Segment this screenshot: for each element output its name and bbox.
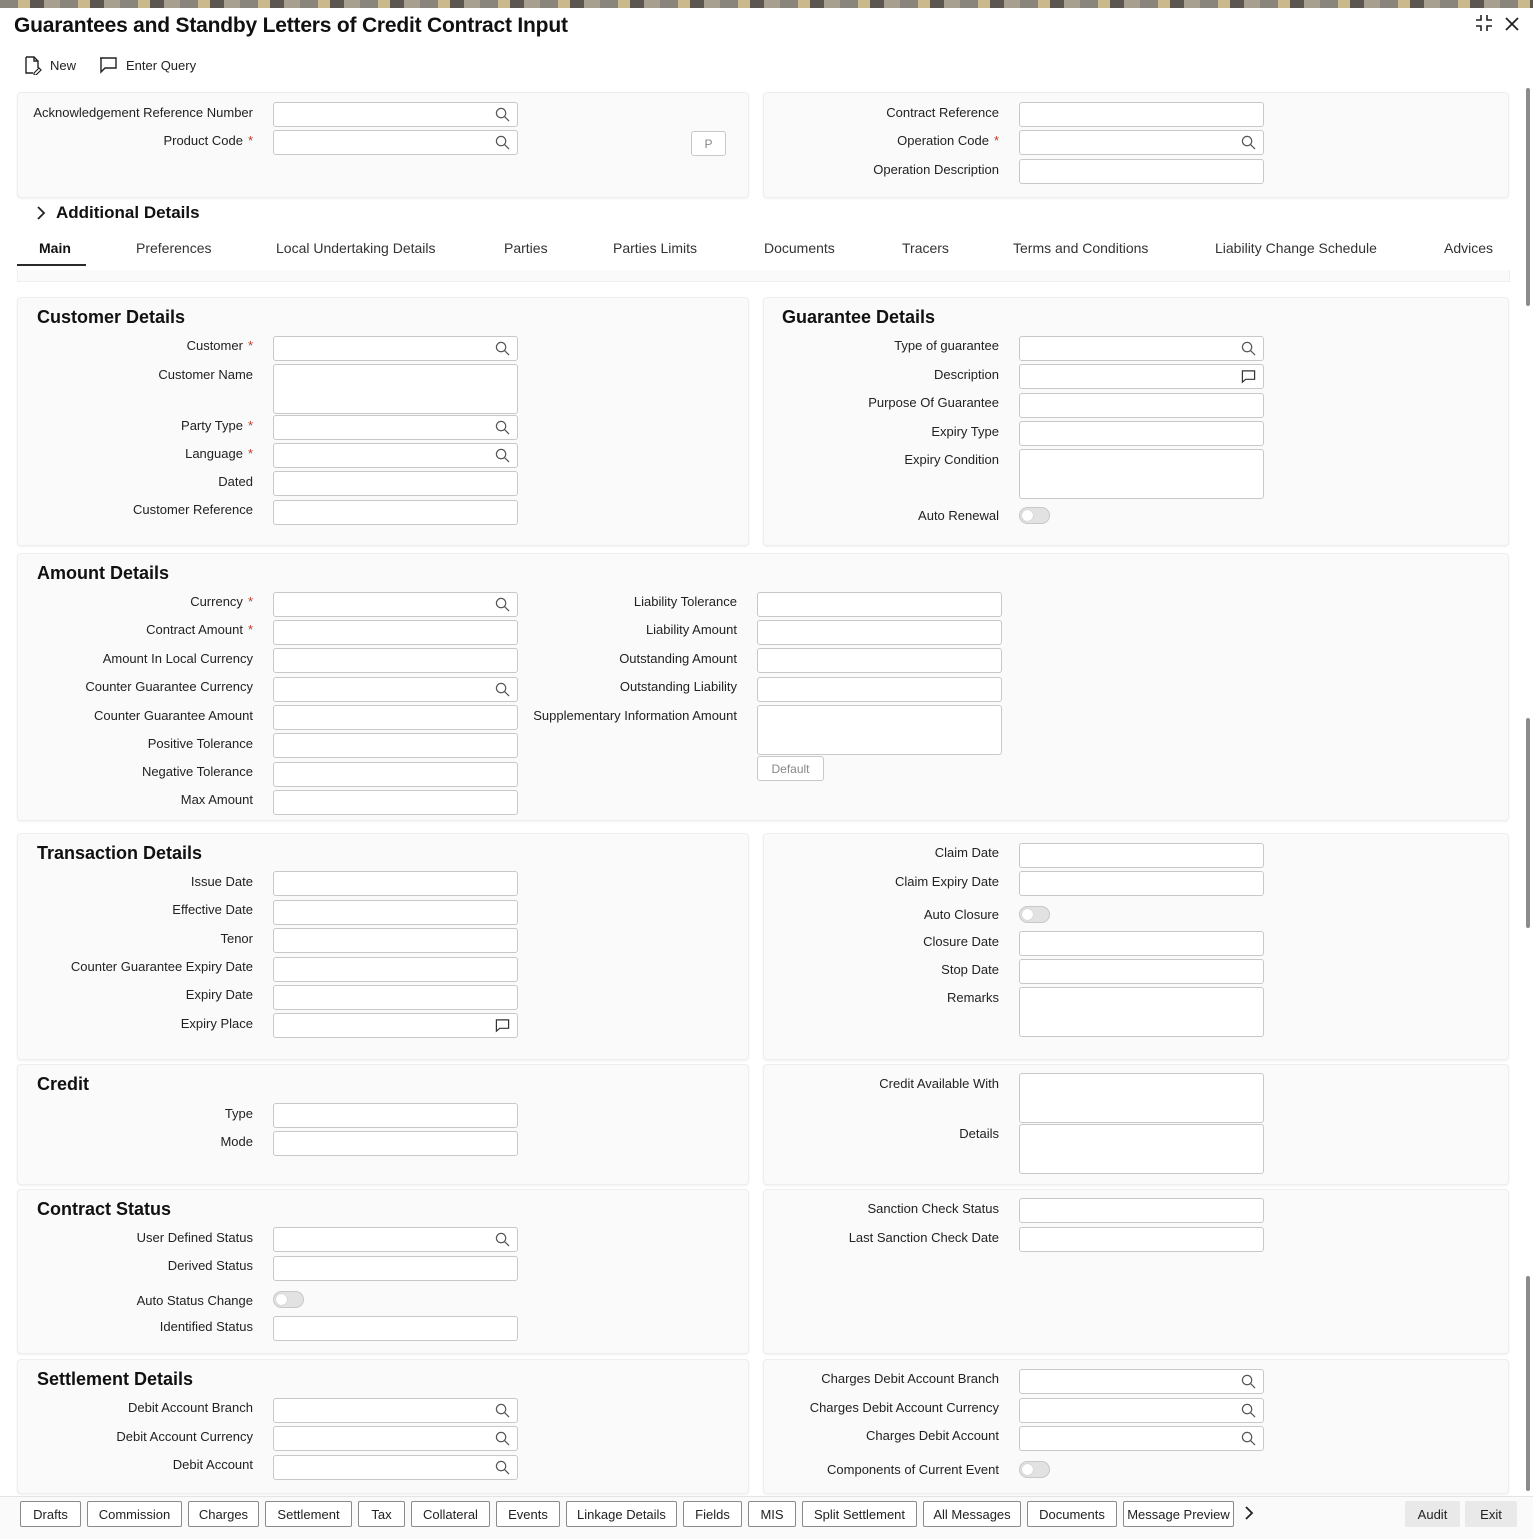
tab-parties[interactable]: Parties [504, 240, 548, 256]
contract-reference-input[interactable] [1019, 102, 1264, 127]
new-label: New [50, 57, 77, 73]
tab-advices[interactable]: Advices [1444, 240, 1494, 256]
charges-debit-account-input[interactable] [1019, 1426, 1264, 1451]
liability-tolerance-input[interactable] [757, 592, 1002, 617]
auto-status-change-label: Auto Status Change [136, 1293, 253, 1308]
positive-tolerance-label: Positive Tolerance [147, 736, 253, 751]
additional-details-label: Additional Details [56, 203, 200, 222]
search-icon[interactable] [495, 135, 510, 150]
ack-ref-label: Acknowledgement Reference Number [33, 105, 253, 120]
search-icon[interactable] [495, 597, 510, 612]
language-label: Language * [185, 446, 253, 461]
customer-name-label: Customer Name [158, 367, 253, 382]
settlement-details-title: Settlement Details [37, 1369, 194, 1389]
expiry-date-input[interactable] [273, 985, 518, 1010]
search-icon[interactable] [495, 1431, 510, 1446]
liability-amount-label: Liability Amount [645, 622, 737, 637]
mis-button[interactable]: MIS [748, 1501, 796, 1527]
chevron-right-icon [36, 206, 46, 220]
expiry-place-input[interactable] [273, 1013, 518, 1038]
new-document-icon [22, 55, 42, 75]
expiry-type-input[interactable] [1019, 421, 1264, 446]
closure-date-input[interactable] [1019, 931, 1264, 956]
description-input[interactable] [1019, 364, 1264, 389]
debit-account-branch-label: Debit Account Branch [127, 1400, 253, 1415]
outstanding-amount-input[interactable] [757, 648, 1002, 673]
credit-type-input[interactable] [273, 1103, 518, 1128]
minimize-icon[interactable] [1475, 14, 1493, 35]
guarantee-details-title: Guarantee Details [782, 307, 936, 327]
auto-closure-toggle[interactable] [1019, 906, 1050, 923]
credit-details-input[interactable] [1019, 1124, 1264, 1174]
tab-terms-and-conditions[interactable]: Terms and Conditions [1013, 240, 1149, 256]
expiry-condition-input[interactable] [1019, 449, 1264, 499]
search-icon[interactable] [1241, 1403, 1256, 1418]
drafts-button[interactable]: Drafts [20, 1501, 81, 1527]
expiry-type-label: Expiry Type [931, 424, 999, 439]
collateral-button[interactable]: Collateral [411, 1501, 490, 1527]
identified-status-label: Identified Status [159, 1319, 253, 1334]
customer-name-input[interactable] [273, 364, 518, 414]
operation-code-label: Operation Code * [897, 133, 999, 148]
tab-tracers[interactable]: Tracers [902, 240, 949, 256]
claim-date-input[interactable] [1019, 843, 1264, 868]
remarks-input[interactable] [1019, 987, 1264, 1037]
fields-button[interactable]: Fields [683, 1501, 742, 1527]
search-icon[interactable] [495, 420, 510, 435]
credit-available-with-input[interactable] [1019, 1073, 1264, 1123]
debit-account-label: Debit Account [172, 1457, 253, 1472]
expiry-date-label: Expiry Date [185, 987, 253, 1002]
transaction-details-title: Transaction Details [37, 843, 203, 863]
supplementary-info-amount-input[interactable] [757, 705, 1002, 755]
search-icon[interactable] [495, 1403, 510, 1418]
linkage-details-button[interactable]: Linkage Details [566, 1501, 677, 1527]
outstanding-liability-input[interactable] [757, 677, 1002, 702]
claim-expiry-date-label: Claim Expiry Date [894, 874, 999, 889]
purpose-of-guarantee-input[interactable] [1019, 393, 1264, 418]
language-input[interactable] [273, 443, 518, 468]
product-code-input[interactable] [273, 130, 518, 155]
auto-closure-label: Auto Closure [923, 907, 999, 922]
max-amount-label: Max Amount [180, 792, 253, 807]
ack-ref-input[interactable] [273, 102, 518, 127]
stop-date-input[interactable] [1019, 959, 1264, 984]
currency-label: Currency * [190, 594, 253, 609]
contract-amount-input[interactable] [273, 620, 518, 645]
tab-documents[interactable]: Documents [764, 240, 835, 256]
user-defined-status-input[interactable] [273, 1227, 518, 1252]
search-icon[interactable] [495, 1460, 510, 1475]
negative-tolerance-input[interactable] [273, 762, 518, 787]
credit-type-label: Type [224, 1106, 253, 1121]
debit-account-currency-input[interactable] [273, 1426, 518, 1451]
outstanding-amount-label: Outstanding Amount [619, 651, 737, 666]
effective-date-label: Effective Date [172, 902, 253, 917]
cg-expiry-date-label: Counter Guarantee Expiry Date [70, 959, 253, 974]
expiry-place-label: Expiry Place [180, 1016, 253, 1031]
tax-button[interactable]: Tax [358, 1501, 405, 1527]
amount-details-title: Amount Details [37, 563, 170, 583]
credit-mode-input[interactable] [273, 1131, 518, 1156]
claim-expiry-date-input[interactable] [1019, 871, 1264, 896]
search-icon[interactable] [1241, 135, 1256, 150]
tab-main[interactable]: Main [39, 240, 71, 256]
identified-status-input[interactable] [273, 1316, 518, 1341]
credit-mode-label: Mode [220, 1134, 253, 1149]
auto-status-change-toggle[interactable] [273, 1291, 304, 1308]
audit-button[interactable]: Audit [1405, 1501, 1460, 1527]
chevron-right-icon[interactable] [1244, 1506, 1254, 1523]
dated-input[interactable] [273, 471, 518, 496]
remarks-label: Remarks [946, 990, 999, 1005]
charges-debit-account-branch-label: Charges Debit Account Branch [821, 1371, 999, 1386]
tab-preferences[interactable]: Preferences [136, 240, 212, 256]
customer-reference-input[interactable] [273, 500, 518, 525]
additional-details-toggle[interactable] [36, 203, 200, 223]
charges-button[interactable]: Charges [188, 1501, 259, 1527]
operation-description-input[interactable] [1019, 159, 1264, 184]
issue-date-label: Issue Date [190, 874, 253, 889]
scroll-thumb-bottom[interactable] [1526, 1276, 1530, 1491]
customer-label: Customer * [186, 338, 253, 353]
tenor-label: Tenor [220, 931, 253, 946]
stop-date-label: Stop Date [941, 962, 999, 977]
tab-liability-change-schedule[interactable]: Liability Change Schedule [1215, 240, 1377, 256]
debit-account-input[interactable] [273, 1455, 518, 1480]
search-icon[interactable] [1241, 341, 1256, 356]
message-preview-button[interactable]: Message Preview [1123, 1501, 1234, 1527]
party-type-input[interactable] [273, 415, 518, 440]
cg-expiry-date-input[interactable] [273, 957, 518, 982]
auto-renewal-toggle[interactable] [1019, 507, 1050, 524]
default-button[interactable]: Default [757, 756, 824, 781]
counter-guarantee-currency-label: Counter Guarantee Currency [85, 679, 253, 694]
customer-details-title: Customer Details [37, 307, 186, 327]
last-sanction-check-date-label: Last Sanction Check Date [848, 1230, 999, 1245]
operation-description-label: Operation Description [873, 162, 999, 177]
commission-button[interactable]: Commission [87, 1501, 182, 1527]
credit-title: Credit [37, 1074, 90, 1094]
amount-local-currency-label: Amount In Local Currency [102, 651, 253, 666]
search-icon[interactable] [495, 1232, 510, 1247]
last-sanction-check-date-input[interactable] [1019, 1227, 1264, 1252]
tab-local-undertaking-details[interactable]: Local Undertaking Details [276, 240, 436, 256]
liability-amount-input[interactable] [757, 620, 1002, 645]
product-code-label: Product Code * [163, 133, 253, 148]
auto-renewal-label: Auto Renewal [918, 508, 999, 523]
effective-date-input[interactable] [273, 900, 518, 925]
window-title: Guarantees and Standby Letters of Credit Contract Input [14, 14, 568, 37]
window-controls [1475, 14, 1519, 35]
all-messages-button[interactable]: All Messages [923, 1501, 1021, 1527]
components-current-event-toggle[interactable] [1019, 1461, 1050, 1478]
description-label: Description [933, 367, 999, 382]
contract-reference-label: Contract Reference [886, 105, 999, 120]
tab-bar [17, 236, 1510, 284]
search-icon[interactable] [495, 682, 510, 697]
dated-label: Dated [218, 474, 253, 489]
debit-account-branch-input[interactable] [273, 1398, 518, 1423]
search-icon[interactable] [495, 341, 510, 356]
tab-content-top [17, 270, 1510, 282]
search-icon[interactable] [1241, 1374, 1256, 1389]
customer-reference-label: Customer Reference [133, 502, 253, 517]
search-icon[interactable] [1241, 1431, 1256, 1446]
debit-account-currency-label: Debit Account Currency [116, 1429, 253, 1444]
supplementary-info-amount-label: Supplementary Information Amount [533, 708, 737, 723]
type-of-guarantee-label: Type of guarantee [894, 338, 999, 353]
charges-debit-account-currency-input[interactable] [1019, 1398, 1264, 1423]
closure-date-label: Closure Date [923, 934, 999, 949]
search-icon[interactable] [495, 448, 510, 463]
tenor-input[interactable] [273, 928, 518, 953]
counter-guarantee-amount-input[interactable] [273, 705, 518, 730]
enter-query-button[interactable] [98, 56, 196, 74]
sanction-check-status-input[interactable] [1019, 1198, 1264, 1223]
comment-icon[interactable] [1241, 369, 1256, 384]
expiry-condition-label: Expiry Condition [904, 452, 999, 467]
negative-tolerance-label: Negative Tolerance [141, 764, 253, 779]
close-icon[interactable] [1505, 16, 1519, 34]
positive-tolerance-input[interactable] [273, 733, 518, 758]
active-tab-indicator [17, 264, 86, 266]
amount-local-currency-input[interactable] [273, 648, 518, 673]
top-banner-strip [0, 0, 1533, 8]
charges-debit-account-currency-label: Charges Debit Account Currency [809, 1400, 999, 1415]
enter-query-label: Enter Query [126, 57, 197, 73]
derived-status-label: Derived Status [167, 1258, 253, 1273]
counter-guarantee-currency-input[interactable] [273, 677, 518, 702]
exit-button[interactable]: Exit [1465, 1501, 1517, 1527]
split-settlement-button[interactable]: Split Settlement [802, 1501, 917, 1527]
settlement-button[interactable]: Settlement [265, 1501, 352, 1527]
scroll-thumb-middle[interactable] [1526, 718, 1530, 928]
events-button[interactable]: Events [496, 1501, 560, 1527]
issue-date-input[interactable] [273, 871, 518, 896]
components-current-event-label: Components of Current Event [827, 1462, 999, 1477]
bottom-button-bar [0, 1496, 1533, 1539]
contract-amount-label: Contract Amount * [146, 622, 253, 637]
charges-debit-account-branch-input[interactable] [1019, 1369, 1264, 1394]
vertical-scrollbar[interactable] [1526, 88, 1531, 1493]
tab-parties-limits[interactable]: Parties Limits [613, 240, 698, 256]
derived-status-input[interactable] [273, 1256, 518, 1281]
comment-icon[interactable] [495, 1018, 510, 1033]
user-defined-status-label: User Defined Status [136, 1230, 253, 1245]
outstanding-liability-label: Outstanding Liability [619, 679, 737, 694]
charges-debit-account-label: Charges Debit Account [866, 1428, 999, 1443]
new-button[interactable] [22, 55, 76, 75]
currency-input[interactable] [273, 592, 518, 617]
search-icon[interactable] [495, 107, 510, 122]
scroll-thumb-top[interactable] [1526, 88, 1530, 306]
sanction-check-status-label: Sanction Check Status [867, 1201, 999, 1216]
type-of-guarantee-input[interactable] [1019, 336, 1264, 361]
counter-guarantee-amount-label: Counter Guarantee Amount [94, 708, 253, 723]
contract-status-title: Contract Status [37, 1199, 172, 1219]
toolbar [22, 55, 196, 75]
liability-tolerance-label: Liability Tolerance [633, 594, 737, 609]
claim-date-label: Claim Date [934, 845, 999, 860]
customer-input[interactable] [273, 336, 518, 361]
party-type-label: Party Type * [181, 418, 253, 433]
p-button[interactable]: P [691, 131, 726, 156]
credit-details-label: Details [959, 1126, 999, 1141]
query-icon [98, 56, 118, 74]
max-amount-input[interactable] [273, 790, 518, 815]
credit-available-with-label: Credit Available With [879, 1076, 999, 1091]
operation-code-input[interactable] [1019, 130, 1264, 155]
purpose-of-guarantee-label: Purpose Of Guarantee [868, 395, 999, 410]
documents-button[interactable]: Documents [1027, 1501, 1117, 1527]
